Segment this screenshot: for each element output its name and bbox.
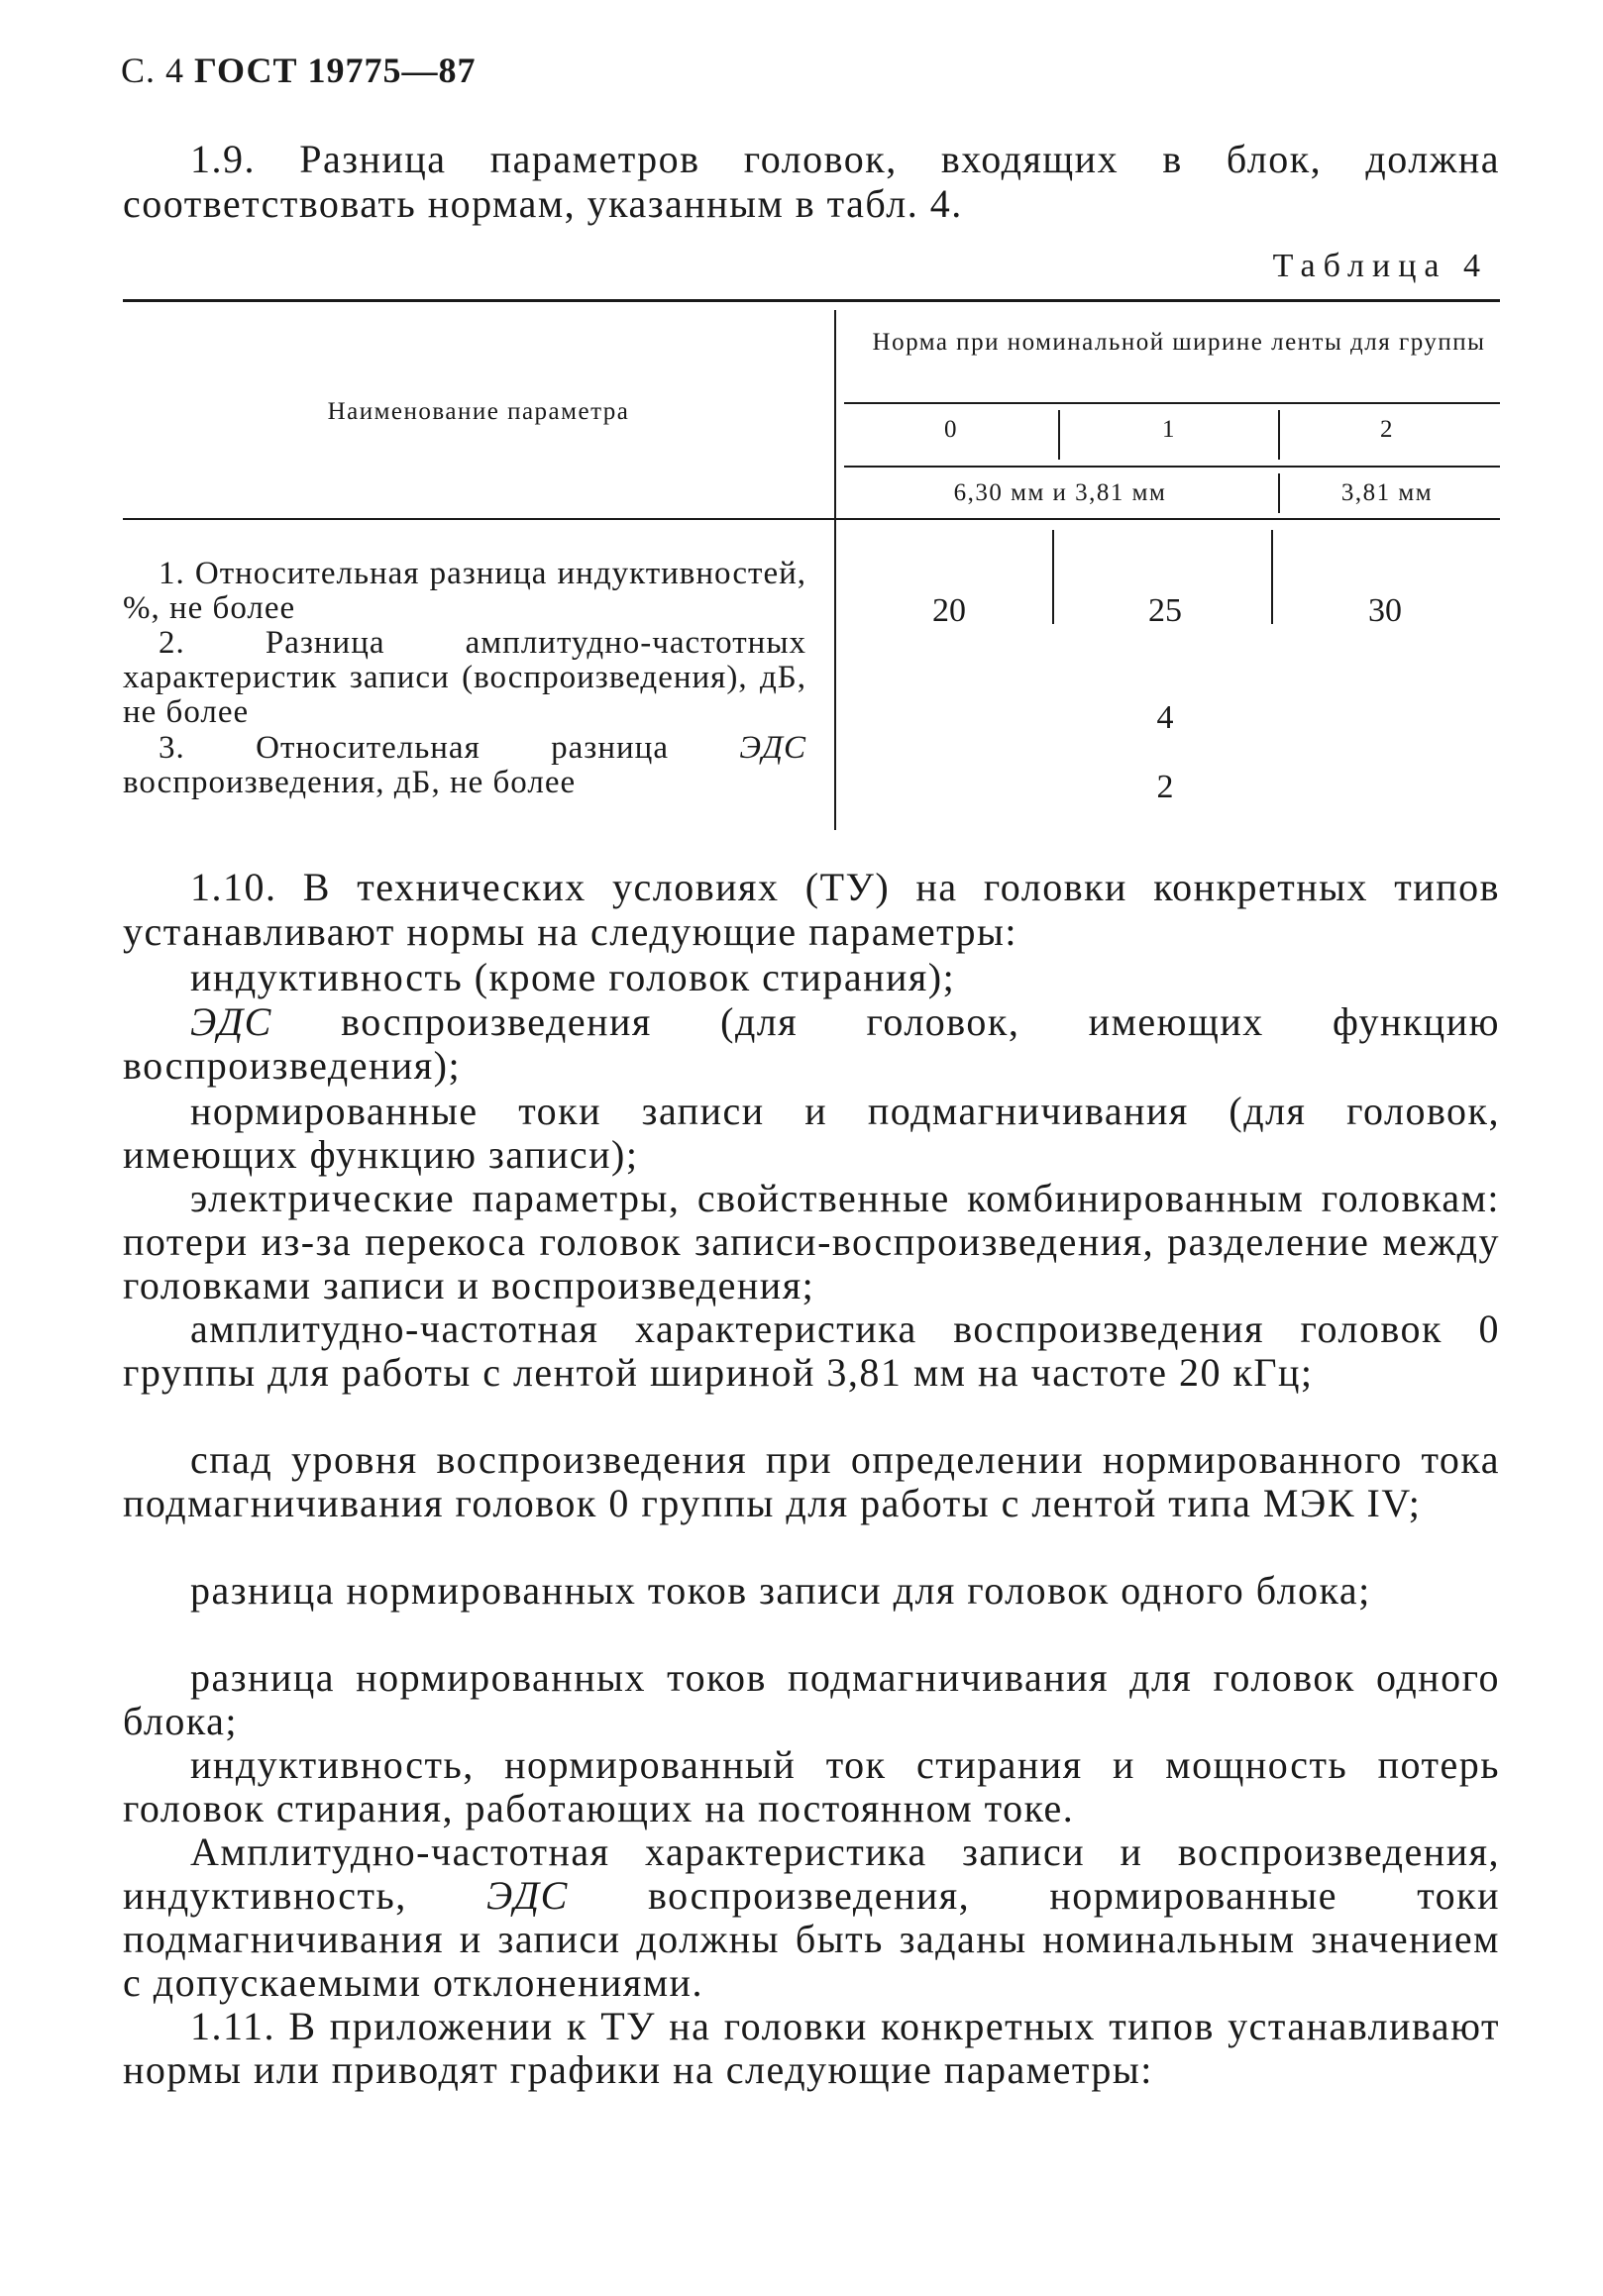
page-header [121, 50, 476, 91]
list-item-9 [123, 1743, 1500, 1830]
emf-term: ЭДС [190, 999, 272, 1044]
list-item-6 [123, 1438, 1500, 1525]
row-3-value: 2 [1156, 769, 1174, 805]
row-1-value-group-1: 25 [1148, 592, 1182, 629]
table-group-divider-2 [1278, 410, 1280, 460]
list-item-6-text: спад уровня воспроизведения при определении нормированного тока подмагничивания головок 0 группы для работы с лентой типа МЭК IV; [123, 1437, 1500, 1525]
paragraph-afc-text: Амплитудно-частотная характеристика записи и воспроизведения, индуктивность, ЭДС воспроизведения, нормированные токи подмагничивания и записи должны быть заданы номинальным значением с допускаемыми отклонениями. [123, 1829, 1500, 2005]
list-item-5 [123, 1307, 1500, 1395]
list-item-7-text: разница нормированных токов записи для головок одного блока; [190, 1568, 1371, 1613]
group-2-header: 2 [1380, 416, 1394, 443]
table-value-divider-2 [1271, 530, 1273, 624]
column-header-parameter: Наименование параметра [327, 398, 630, 425]
paragraph-1-10-text: 1.10. В технических условиях (ТУ) на головки конкретных типов устанавливают нормы на следующие параметры: [123, 865, 1500, 954]
table-row-2-name [123, 626, 806, 730]
emf-term: ЭДС [739, 730, 806, 766]
row-1-value-group-2: 30 [1368, 592, 1402, 629]
paragraph-1-9 [123, 137, 1500, 226]
list-item-3-text: нормированные токи записи и подмагничивания (для головок, имеющих функцию записи); [123, 1089, 1500, 1177]
list-item-1 [123, 956, 1500, 999]
width-0-1-header: 6,30 мм и 3,81 мм [953, 479, 1167, 506]
table-header-rule [123, 518, 1500, 520]
paragraph-1-11 [123, 2005, 1500, 2092]
list-item-2-text: ЭДС воспроизведения (для головок, имеющих функцию воспроизведения); [123, 999, 1500, 1088]
emf-term: ЭДС [485, 1873, 569, 1918]
table-caption: Таблица 4 [1272, 248, 1488, 284]
column-header-norm: Норма при номинальной ширине ленты для группы [872, 329, 1486, 356]
row-1-value-group-0: 20 [932, 592, 966, 629]
list-item-5-text: амплитудно-частотная характеристика воспроизведения головок 0 группы для работы с лентой шириной 3,81 мм на частоте 20 кГц; [123, 1306, 1500, 1395]
row-3-text: 3. Относительная разница ЭДС воспроизведения, дБ, не более [123, 730, 806, 800]
list-item-9-text: индуктивность, нормированный ток стирания и мощность потерь головок стирания, работающих на постоянном токе. [123, 1742, 1500, 1830]
standard-number: ГОСТ 19775—87 [194, 51, 477, 90]
paragraph-1-10 [123, 865, 1500, 954]
list-item-4 [123, 1177, 1500, 1307]
paragraph-1-9-text: 1.9. Разница параметров головок, входящих в блок, должна соответствовать нормам, указанным в табл. 4. [123, 137, 1500, 226]
list-item-4-text: электрические параметры, свойственные комбинированным головкам: потери из-за перекоса головок записи-воспроизведения, разделение между головками записи и воспроизведения; [123, 1176, 1500, 1307]
list-item-8 [123, 1656, 1500, 1743]
table-norm-rule [844, 402, 1500, 404]
list-item-2 [123, 1000, 1500, 1088]
group-1-header: 1 [1162, 416, 1176, 443]
list-item-8-text: разница нормированных токов подмагничивания для головок одного блока; [123, 1655, 1500, 1743]
paragraph-1-11-text: 1.11. В приложении к ТУ на головки конкретных типов устанавливают нормы или приводят графики на следующие параметры: [123, 2004, 1500, 2092]
table-column-divider [834, 310, 836, 830]
table-row-3-name [123, 731, 806, 800]
list-item-7 [123, 1569, 1500, 1613]
list-item-3 [123, 1090, 1500, 1177]
group-0-header: 0 [944, 416, 958, 443]
table-row-1-name [123, 557, 806, 626]
table-top-rule [123, 299, 1500, 302]
row-1-text: 1. Относительная разница индуктивностей, %, не более [123, 556, 806, 626]
table-width-divider [1278, 473, 1280, 513]
table-group-divider-1 [1058, 410, 1060, 460]
page-ref: С. 4 [121, 51, 185, 90]
width-2-header: 3,81 мм [1340, 479, 1434, 506]
paragraph-afc [123, 1830, 1500, 2005]
list-item-1-text: индуктивность (кроме головок стирания); [190, 955, 956, 999]
table-value-divider-1 [1052, 530, 1054, 624]
row-2-text: 2. Разница амплитудно-частотных характеристик записи (воспроизведения), дБ, не более [123, 625, 806, 730]
row-2-value: 4 [1156, 699, 1174, 736]
table-groups-rule [844, 466, 1500, 468]
